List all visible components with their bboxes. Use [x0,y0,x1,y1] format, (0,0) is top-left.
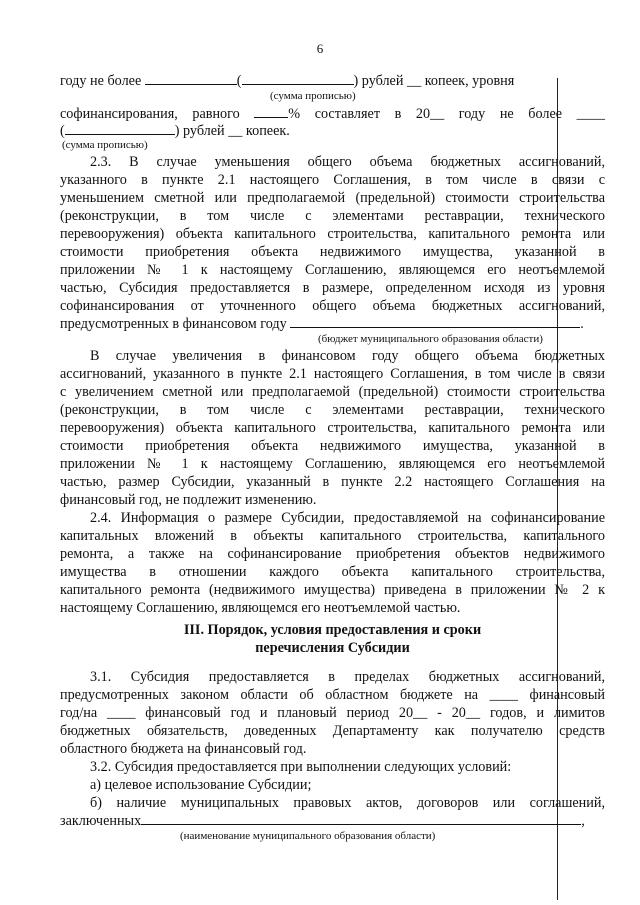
p-increase-line: стоимости приобретения объекта недвижимого имущества, указанной в [60,438,605,454]
p23-line: указанного в пункте 2.1 настоящего Соглашения, в том числе в связи с [60,172,605,188]
p31-line: год/на ____ финансовый год и плановый период 20__ - 20__ годов, и лимитов [60,705,605,721]
budget-blank [290,315,580,328]
p24-line: капитальных вложений в объекты капитального строительства, капитального [60,528,605,544]
p23-line: софинансирования от уточненного общего объема бюджетных ассигнований, [60,298,605,314]
p-increase-line: (реконструкции, в том числе с элементами реставрации, технического [60,402,605,418]
amount-words-blank-2 [65,122,175,135]
p-increase-line: ассигнований, указанного в пункте 2.1 настоящего Соглашения, в том числе в связи [60,366,605,382]
amount-text-2: ) рублей __ копеек, уровня [353,73,515,89]
p24-line: ремонта, а также на софинансирование приобретения объектов недвижимого [60,546,605,562]
p23-last-line [60,315,605,333]
p24-line: имущества в отношении каждого объекта капитального строительства, [60,564,605,580]
p23-line: уменьшением сметной или предполагаемой (предельной) стоимости строительства [60,190,605,206]
p23-line: частью, Субсидия предоставляется в размере, определенном исходя из уровня [60,280,605,296]
p23-last-text: предусмотренных в финансовом году [60,316,287,332]
note-amount-words: (сумма прописью) [270,90,356,102]
p-increase-line: приложении № 1 к настоящему Соглашению, являющемся его неотъемлемой [60,456,605,472]
paren-open-2: ( [60,123,65,139]
p24-last-line: настоящему Соглашению, являющемся его неотъемлемой частью. [60,600,461,616]
p32-last-text: заключенных [60,813,142,829]
p-increase-line: частью, размер Субсидии, указанный в пункте 2.2 настоящего Соглашения на [60,474,605,490]
note-municipality: (наименование муниципального образования области) [180,830,436,842]
paren-open: ( [236,73,242,89]
section-3-title: III. Порядок, условия предоставления и сроки [183,622,482,638]
amount-text-3: ) рублей __ копеек. [174,123,290,139]
p32-condition-a: а) целевое использование Субсидии; [90,777,312,793]
p32-line: 3.2. Субсидия предоставляется при выполнении следующих условий: [90,759,512,775]
p31-line: бюджетных обязательств, доведенных Департаменту как получателю средств [60,723,605,739]
p-increase-line: перевооружения) объекта капитального строительства, капитального ремонта или [60,420,605,436]
p-increase-line: с увеличением сметной или предполагаемой (предельной) стоимости строительства [60,384,605,400]
amount-line-3 [60,122,605,140]
amount-line-1 [60,72,605,90]
note-amount-words-2: (сумма прописью) [62,139,148,151]
p32-condition-b: б) наличие муниципальных правовых актов, договоров или соглашений, [90,795,605,811]
amount-words-blank [242,72,354,85]
cofinancing-label: софинансирования, равного [60,106,240,122]
page-number: 6 [316,41,324,56]
p-increase-line: В случае увеличения в финансовом году общего объема бюджетных [90,348,605,364]
p32-last-line [60,812,605,830]
p24-line: капитального ремонта (недвижимого имущества) приведена в приложении № 2 к [60,582,605,598]
percent-sign: % [288,106,301,122]
p31-line: предусмотренных законом области об областном бюджете на ____ финансовый [60,687,605,703]
p31-last-line: областного бюджета на финансовый год. [60,741,307,757]
p31-line: 3.1. Субсидия предоставляется в пределах бюджетных ассигнований, [90,669,605,685]
amount-blank [145,72,237,85]
percent-blank [254,105,288,118]
cofinancing-year-text: составляет в 20__ году не более ____ [314,106,606,122]
p23-line: приложении № 1 к настоящему Соглашению, являющемся его неотъемлемой [60,262,605,278]
p23-line: стоимости приобретения объекта недвижимого имущества, указанной в [60,244,605,260]
p24-line: 2.4. Информация о размере Субсидии, предоставляемой на софинансирование [90,510,605,526]
municipality-blank [141,812,581,825]
cofinancing-line [60,105,605,123]
p32-comma: , [581,813,585,829]
amount-text-1: году не более [60,73,142,89]
p23-line: перевооружения) объекта капитального строительства, капитального ремонта или [60,226,605,242]
section-3-title: перечисления Субсидии [255,640,410,656]
p23-line: 2.3. В случае уменьшения общего объема бюджетных ассигнований, [90,154,605,170]
p23-line: (реконструкции, в том числе с элементами реставрации, технического [60,208,605,224]
note-budget: (бюджет муниципального образования области) [318,333,543,345]
p-increase-last-line: финансовый год, не подлежит изменению. [60,492,317,508]
p23-period: . [580,316,584,332]
